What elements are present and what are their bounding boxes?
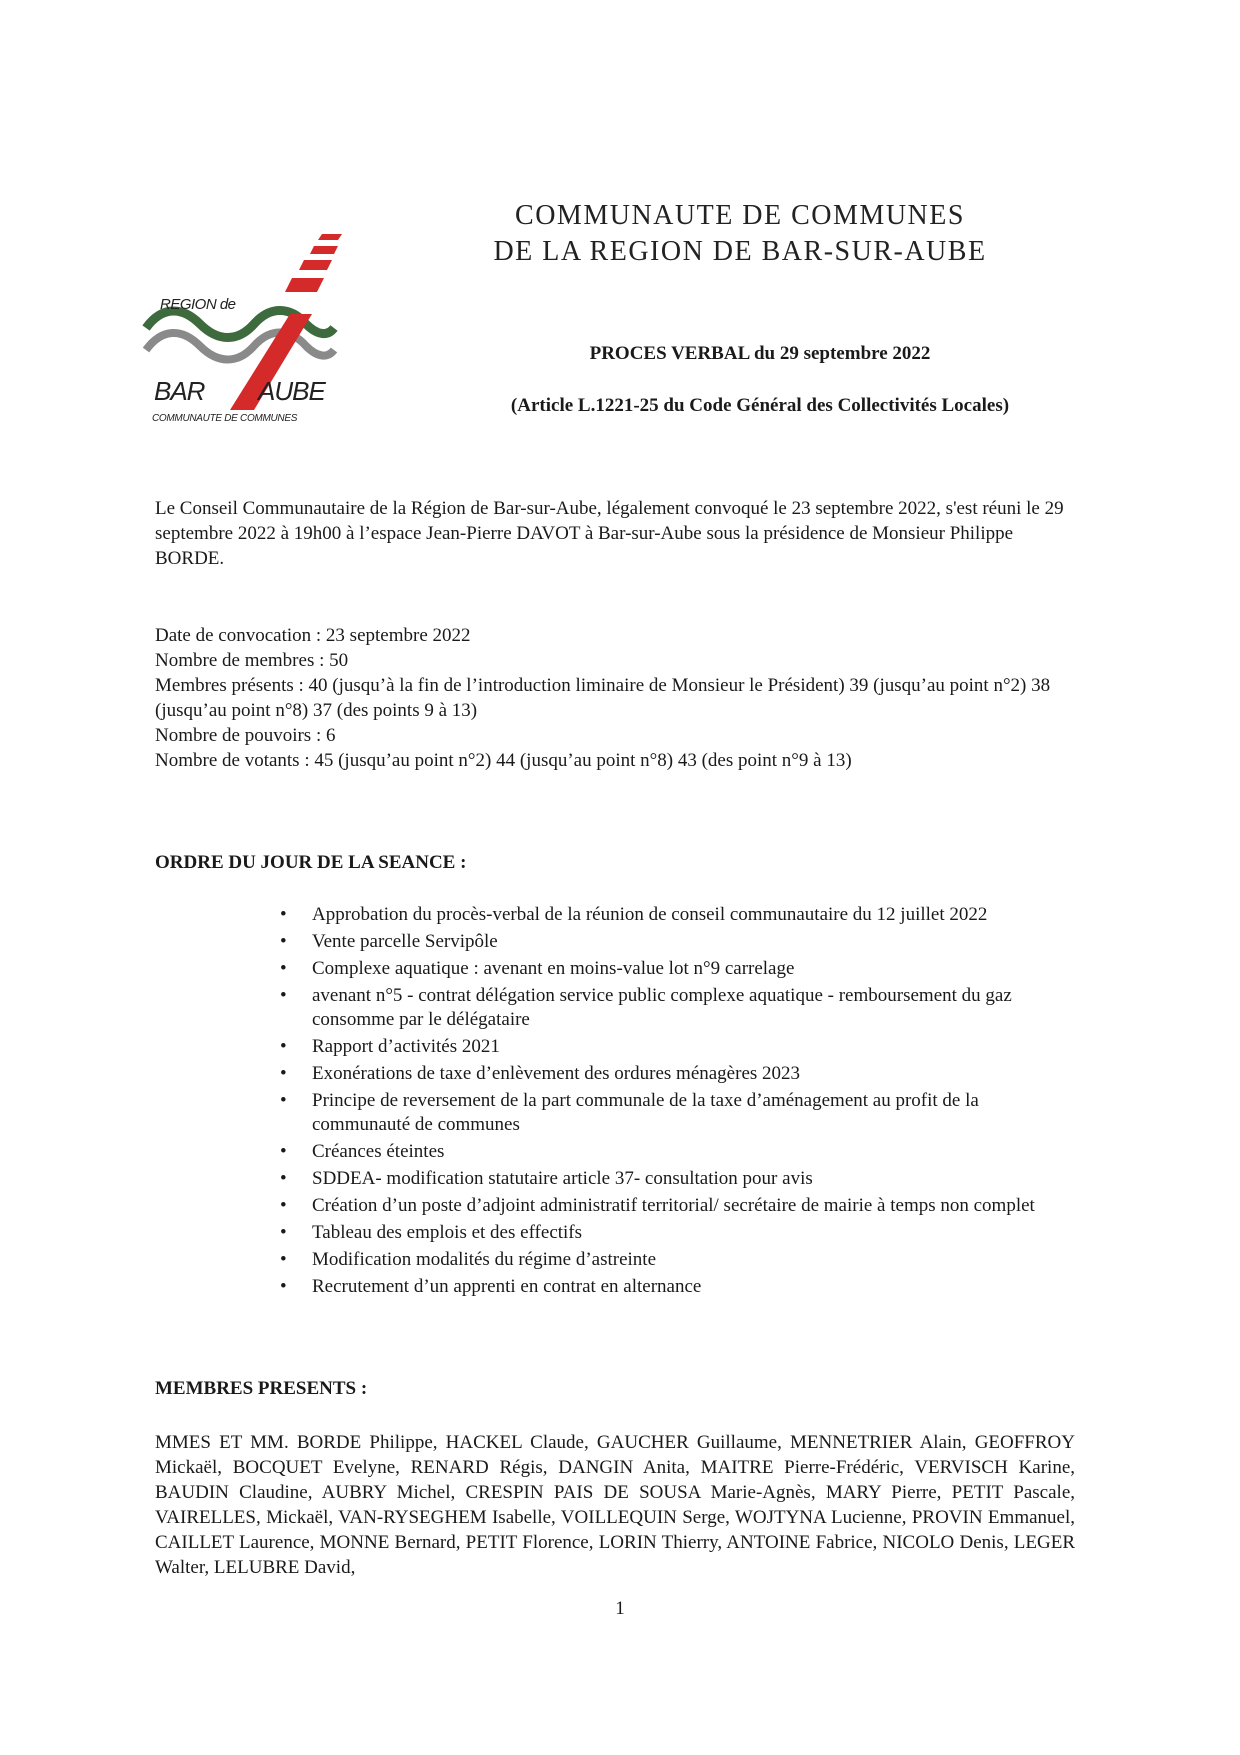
bullet: •	[280, 958, 287, 979]
agenda-item: • Tableau des emplois et des effectifs	[280, 1222, 583, 1243]
agenda-item: • Recrutement d’un apprenti en contrat en alternance	[280, 1276, 702, 1297]
logo-aube: AUBE	[258, 376, 325, 406]
bullet: •	[280, 1141, 287, 1162]
voter-count: Nombre de votants : 45 (jusqu’au point n°2) 44 (jusqu’au point n°8) 43 (des point n°9 à 13)	[155, 750, 852, 771]
agenda-item: • Complexe aquatique : avenant en moins-value lot n°9 carrelage	[280, 958, 795, 979]
agenda-item: • Création d’un poste d’adjoint administratif territorial/ secrétaire de mairie à temps non complet	[280, 1195, 1035, 1216]
agenda-heading: ORDRE DU JOUR DE LA SEANCE :	[155, 852, 467, 873]
intro-paragraph: Le Conseil Communautaire de la Région de Bar-sur-Aube, légalement convoqué le 23 septembre 2022, s'est réuni le 29 septembre 2022 à 19h00 à l’espace Jean-Pierre DAVOT à Bar-sur-Aube sous la présidence de Monsieur Philippe BORDE.	[155, 498, 1064, 569]
bullet: •	[280, 1036, 287, 1057]
agenda-item: • Créances éteintes	[280, 1141, 445, 1162]
members-heading: MEMBRES PRESENTS :	[155, 1378, 368, 1399]
agenda-item: • Principe de reversement de la part communale de la taxe d’aménagement au profit de la communauté de communes	[280, 1090, 979, 1135]
agenda-item: • SDDEA- modification statutaire article 37- consultation pour avis	[280, 1168, 813, 1189]
logo-red-stripe	[285, 278, 324, 292]
bullet: •	[280, 931, 287, 952]
bullet: •	[280, 1195, 287, 1216]
agenda-item: • Approbation du procès-verbal de la réunion de conseil communautaire du 12 juillet 2022	[280, 904, 988, 925]
bullet: •	[280, 904, 287, 925]
agenda-item: • avenant n°5 - contrat délégation service public complexe aquatique - remboursement du gaz consomme par le délégataire	[280, 985, 1012, 1030]
agenda-item: • Vente parcelle Servipôle	[280, 931, 498, 952]
logo-red-stripe	[299, 260, 332, 270]
convocation-date: Date de convocation : 23 septembre 2022	[155, 625, 471, 646]
proxy-count: Nombre de pouvoirs : 6	[155, 725, 336, 746]
present-members: Membres présents : 40 (jusqu’à la fin de l’introduction liminaire de Monsieur le Président) 39 (jusqu’au point n°2) 38 (jusqu’au point n°8) 37 (des points 9 à 13)	[155, 675, 1051, 721]
logo-red-stripe	[310, 246, 338, 254]
bullet: •	[280, 1063, 287, 1084]
agenda-item: • Modification modalités du régime d’astreinte	[280, 1249, 657, 1270]
bullet: •	[280, 985, 287, 1006]
meeting-facts	[155, 623, 1075, 773]
members-list: MMES ET MM. BORDE Philippe, HACKEL Claude, GAUCHER Guillaume, MENNETRIER Alain, GEOFFROY Mickaël, BOCQUET Evelyne, RENARD Régis, DANGIN Anita, MAITRE Pierre-Frédéric, VERVISCH Karine, BAUDIN Claudine, AUBRY Michel, CRESPIN PAIS DE SOUSA Marie-Agnès, MARY Pierre, PETIT Pascale, VAIRELLES, Mickaël, VAN-RYSEGHEM Isabelle, VOILLEQUIN Serge, WOJTYNA Lucienne, PROVIN Emmanuel, CAILLET Laurence, MONNE Bernard, PETIT Florence, LORIN Thierry, ANTOINE Fabrice, NICOLO Denis, LEGER Walter, LELUBRE David,	[155, 1432, 1075, 1578]
bullet: •	[280, 1168, 287, 1189]
logo-subtitle: COMMUNAUTE DE COMMUNES	[152, 413, 298, 424]
org-title-line2: DE LA REGION DE BAR-SUR-AUBE	[493, 236, 987, 267]
logo	[142, 228, 342, 428]
bullet: •	[280, 1090, 287, 1111]
bullet: •	[280, 1249, 287, 1270]
logo-region-de: REGION de	[160, 296, 236, 313]
bullet: •	[280, 1222, 287, 1243]
legal-reference: (Article L.1221-25 du Code Général des Collectivités Locales)	[510, 395, 1010, 416]
logo-red-stripe	[318, 234, 342, 240]
bullet: •	[280, 1276, 287, 1297]
agenda-item: • Exonérations de taxe d’enlèvement des ordures ménagères 2023	[280, 1063, 801, 1084]
agenda-list	[270, 903, 1070, 1302]
document-title: PROCES VERBAL du 29 septembre 2022	[589, 343, 931, 364]
page-number: 1	[615, 1598, 625, 1619]
member-count: Nombre de membres : 50	[155, 650, 349, 671]
logo-bar: BAR	[154, 376, 205, 406]
agenda-item: • Rapport d’activités 2021	[280, 1036, 500, 1057]
org-title-line1: COMMUNAUTE DE COMMUNES	[515, 200, 965, 231]
